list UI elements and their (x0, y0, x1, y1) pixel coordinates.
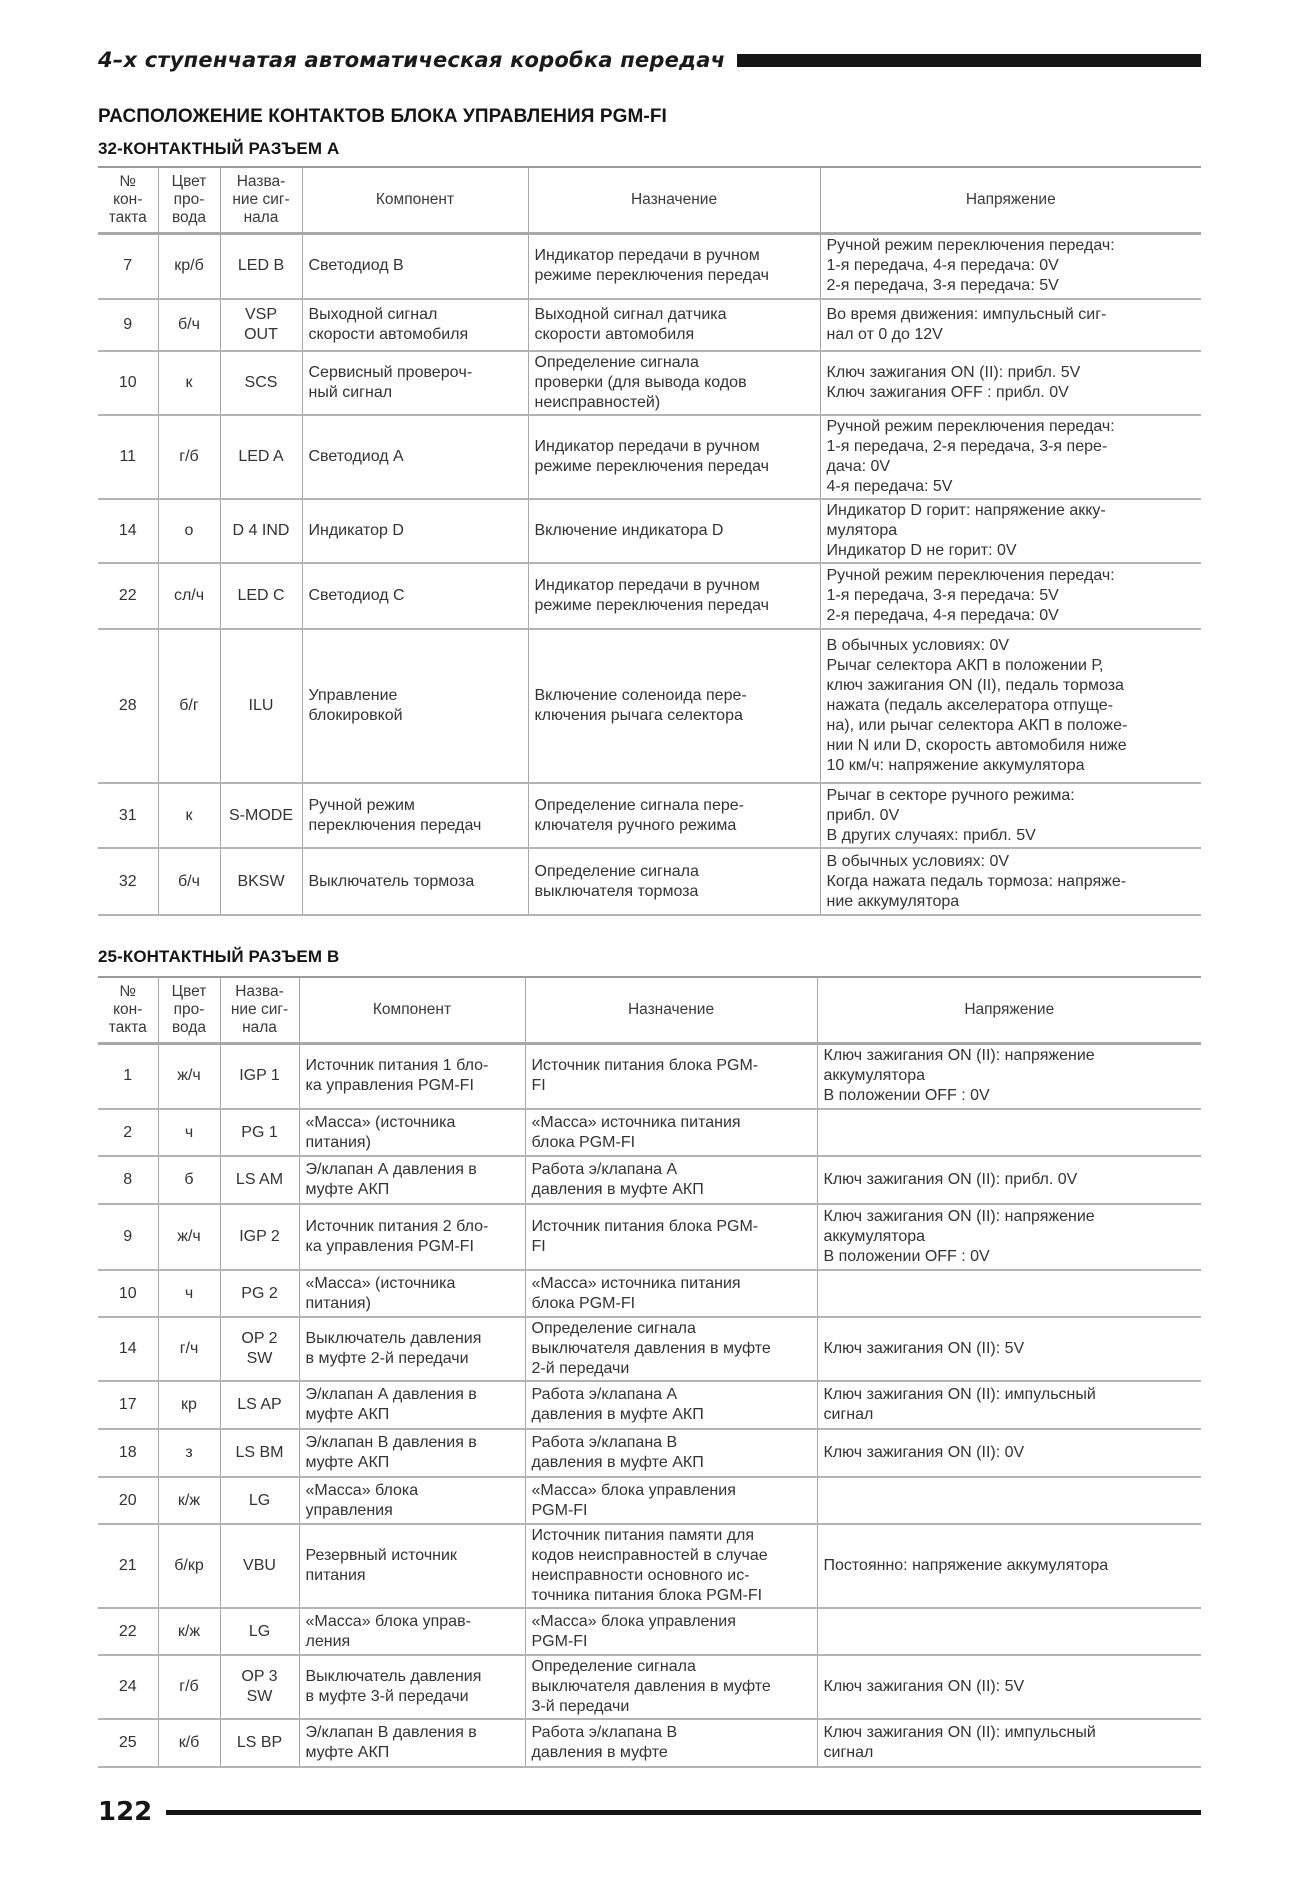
component-cell: Э/клапан В давления в муфте АКП (299, 1429, 525, 1477)
signal-name-cell: LED B (220, 233, 302, 299)
purpose-cell: «Масса» источника питания блока PGM-FI (525, 1109, 817, 1156)
component-cell: Светодиод В (302, 233, 528, 299)
wire-color-cell: б/ч (158, 299, 220, 351)
wire-color-cell: ж/ч (158, 1204, 220, 1270)
voltage-cell: Ключ зажигания ON (II): 0V (817, 1429, 1201, 1477)
table-header-row (98, 167, 1201, 233)
voltage-cell: Ручной режим переключения передач: 1-я передача, 3-я передача: 5V 2-я передача, 4-я передача: 0V (820, 563, 1201, 629)
component-cell: «Масса» блока управления (299, 1477, 525, 1524)
component-cell: «Масса» (источника питания) (299, 1270, 525, 1317)
wire-color-cell: к/ж (158, 1477, 220, 1524)
pin-number-cell: 25 (98, 1719, 158, 1767)
purpose-cell: Определение сигнала выключателя давления в муфте 2-й передачи (525, 1317, 817, 1381)
purpose-cell: Работа э/клапана А давления в муфте АКП (525, 1381, 817, 1429)
pin-number-cell: 32 (98, 848, 158, 915)
pin-number-cell: 11 (98, 415, 158, 499)
wire-color-cell: г/ч (158, 1317, 220, 1381)
table-header-row (98, 977, 1201, 1043)
table-row (98, 848, 1201, 915)
signal-name-cell: LS AM (220, 1156, 299, 1204)
purpose-cell: «Масса» источника питания блока PGM-FI (525, 1270, 817, 1317)
pin-number-cell: 18 (98, 1429, 158, 1477)
connector-b-title: 25-КОНТАКТНЫЙ РАЗЪЕМ В (98, 947, 340, 966)
component-cell: «Масса» (источника питания) (299, 1109, 525, 1156)
col-signal-header: Назва- ние сиг- нала (220, 167, 302, 233)
wire-color-cell: о (158, 499, 220, 563)
component-cell: «Масса» блока управ- ления (299, 1608, 525, 1655)
purpose-cell: Индикатор передачи в ручном режиме переключения передач (528, 415, 820, 499)
voltage-cell: Ключ зажигания ON (II): прибл. 0V (817, 1156, 1201, 1204)
connector-a-table (98, 166, 1201, 916)
col-voltage-header: Напряжение (820, 167, 1201, 233)
table-row (98, 563, 1201, 629)
purpose-cell: Индикатор передачи в ручном режиме переключения передач (528, 563, 820, 629)
col-pin-header: № кон- такта (98, 167, 158, 233)
table-row (98, 1043, 1201, 1109)
voltage-cell (817, 1109, 1201, 1156)
voltage-cell: Ручной режим переключения передач: 1-я передача, 2-я передача, 3-я пере- дача: 0V 4-я передача: 5V (820, 415, 1201, 499)
wire-color-cell: б/ч (158, 848, 220, 915)
table-row (98, 233, 1201, 299)
pin-number-cell: 9 (98, 1204, 158, 1270)
wire-color-cell: б (158, 1156, 220, 1204)
table-row (98, 1156, 1201, 1204)
wire-color-cell: к (158, 351, 220, 415)
component-cell: Э/клапан А давления в муфте АКП (299, 1156, 525, 1204)
component-cell: Светодиод А (302, 415, 528, 499)
signal-name-cell: IGP 2 (220, 1204, 299, 1270)
table-row (98, 1608, 1201, 1655)
voltage-cell: Индикатор D горит: напряжение акку- мулятора Индикатор D не горит: 0V (820, 499, 1201, 563)
voltage-cell (817, 1608, 1201, 1655)
pin-number-cell: 20 (98, 1477, 158, 1524)
signal-name-cell: LS BP (220, 1719, 299, 1767)
wire-color-cell: кр (158, 1381, 220, 1429)
pin-number-cell: 31 (98, 783, 158, 848)
wire-color-cell: г/б (158, 415, 220, 499)
table-row (98, 1655, 1201, 1719)
component-cell: Источник питания 1 бло- ка управления PGM-FI (299, 1043, 525, 1109)
wire-color-cell: кр/б (158, 233, 220, 299)
voltage-cell: Постоянно: напряжение аккумулятора (817, 1524, 1201, 1608)
table-row (98, 1429, 1201, 1477)
pin-number-cell: 22 (98, 1608, 158, 1655)
page-number: 122 (98, 1797, 153, 1827)
pin-number-cell: 22 (98, 563, 158, 629)
voltage-cell: Во время движения: импульсный сиг- нал от 0 до 12V (820, 299, 1201, 351)
purpose-cell: Определение сигнала проверки (для вывода кодов неисправностей) (528, 351, 820, 415)
table-row (98, 1204, 1201, 1270)
wire-color-cell: к (158, 783, 220, 848)
signal-name-cell: D 4 IND (220, 499, 302, 563)
signal-name-cell: LED A (220, 415, 302, 499)
wire-color-cell: ж/ч (158, 1043, 220, 1109)
table-row (98, 415, 1201, 499)
purpose-cell: Индикатор передачи в ручном режиме переключения передач (528, 233, 820, 299)
header-title: 4–х ступенчатая автоматическая коробка передач (98, 48, 726, 72)
page-footer (98, 1795, 1201, 1829)
table-row (98, 351, 1201, 415)
component-cell: Выключатель давления в муфте 2-й передачи (299, 1317, 525, 1381)
purpose-cell: Работа э/клапана В давления в муфте (525, 1719, 817, 1767)
component-cell: Сервисный проверoч- ный сигнал (302, 351, 528, 415)
purpose-cell: Работа э/клапана А давления в муфте АКП (525, 1156, 817, 1204)
purpose-cell: Выходной сигнал датчика скорости автомобиля (528, 299, 820, 351)
voltage-cell: Ключ зажигания ON (II): напряжение аккумулятора В положении OFF : 0V (817, 1204, 1201, 1270)
connector-b-table (98, 976, 1201, 1768)
pin-number-cell: 14 (98, 1317, 158, 1381)
voltage-cell: Ручной режим переключения передач: 1-я передача, 4-я передача: 0V 2-я передача, 3-я передача: 5V (820, 233, 1201, 299)
pin-number-cell: 8 (98, 1156, 158, 1204)
purpose-cell: Работа э/клапана В давления в муфте АКП (525, 1429, 817, 1477)
table-row (98, 1477, 1201, 1524)
signal-name-cell: LG (220, 1608, 299, 1655)
col-color-header: Цвет про- вода (158, 977, 220, 1043)
wire-color-cell: б/кр (158, 1524, 220, 1608)
component-cell: Источник питания 2 бло- ка управления PGM-FI (299, 1204, 525, 1270)
col-voltage-header: Напряжение (817, 977, 1201, 1043)
col-pin-header: № кон- такта (98, 977, 158, 1043)
table-row (98, 1109, 1201, 1156)
component-cell: Управление блокировкой (302, 629, 528, 783)
purpose-cell: Источник питания памяти для кодов неисправностей в случае неисправности основного ис- точника питания блока PGM-FI (525, 1524, 817, 1608)
wire-color-cell: к/б (158, 1719, 220, 1767)
signal-name-cell: VSP OUT (220, 299, 302, 351)
pin-number-cell: 10 (98, 351, 158, 415)
col-purpose-header: Назначение (525, 977, 817, 1043)
table-row (98, 1719, 1201, 1767)
wire-color-cell: з (158, 1429, 220, 1477)
purpose-cell: Источник питания блока PGM- FI (525, 1204, 817, 1270)
signal-name-cell: LG (220, 1477, 299, 1524)
signal-name-cell: PG 2 (220, 1270, 299, 1317)
signal-name-cell: OP 2 SW (220, 1317, 299, 1381)
component-cell: Э/клапан В давления в муфте АКП (299, 1719, 525, 1767)
signal-name-cell: IGP 1 (220, 1043, 299, 1109)
section-title: РАСПОЛОЖЕНИЕ КОНТАКТОВ БЛОКА УПРАВЛЕНИЯ PGM-FI (98, 106, 667, 127)
pin-number-cell: 24 (98, 1655, 158, 1719)
footer-rule (166, 1810, 1201, 1815)
wire-color-cell: г/б (158, 1655, 220, 1719)
header-bar (737, 54, 1201, 67)
voltage-cell: Ключ зажигания ON (II): 5V (817, 1317, 1201, 1381)
voltage-cell: Ключ зажигания ON (II): 5V (817, 1655, 1201, 1719)
purpose-cell: «Масса» блока управления PGM-FI (525, 1477, 817, 1524)
signal-name-cell: VBU (220, 1524, 299, 1608)
component-cell: Э/клапан А давления в муфте АКП (299, 1381, 525, 1429)
wire-color-cell: ч (158, 1270, 220, 1317)
voltage-cell: Ключ зажигания ON (II): импульсный сигнал (817, 1719, 1201, 1767)
table-row (98, 299, 1201, 351)
purpose-cell: Включение соленоида пере- ключения рычага селектора (528, 629, 820, 783)
signal-name-cell: SCS (220, 351, 302, 415)
component-cell: Выходной сигнал скорости автомобиля (302, 299, 528, 351)
signal-name-cell: OP 3 SW (220, 1655, 299, 1719)
voltage-cell: Ключ зажигания ON (II): напряжение аккумулятора В положении OFF : 0V (817, 1043, 1201, 1109)
col-signal-header: Назва- ние сиг- нала (220, 977, 299, 1043)
pin-number-cell: 21 (98, 1524, 158, 1608)
table-row (98, 1317, 1201, 1381)
component-cell: Выключатель тормоза (302, 848, 528, 915)
signal-name-cell: LS AP (220, 1381, 299, 1429)
signal-name-cell: S-MODE (220, 783, 302, 848)
signal-name-cell: LS BM (220, 1429, 299, 1477)
wire-color-cell: ч (158, 1109, 220, 1156)
pin-number-cell: 1 (98, 1043, 158, 1109)
page-header (98, 45, 1201, 75)
col-purpose-header: Назначение (528, 167, 820, 233)
signal-name-cell: LED C (220, 563, 302, 629)
signal-name-cell: PG 1 (220, 1109, 299, 1156)
purpose-cell: Определение сигнала выключателя тормоза (528, 848, 820, 915)
component-cell: Индикатор D (302, 499, 528, 563)
component-cell: Выключатель давления в муфте 3-й передачи (299, 1655, 525, 1719)
pin-number-cell: 28 (98, 629, 158, 783)
table-row (98, 1270, 1201, 1317)
voltage-cell: В обычных условиях: 0V Рычаг селектора АКП в положении Р, ключ зажигания ON (II), педаль тормоза нажата (педаль акселератора отпуще- на), или рычаг селектора АКП в положе- нии N или D, скорость автомобиля ниже 10 км/ч: напряжение аккумулятора (820, 629, 1201, 783)
pin-number-cell: 2 (98, 1109, 158, 1156)
purpose-cell: Определение сигнала пере- ключателя ручного режима (528, 783, 820, 848)
pin-number-cell: 7 (98, 233, 158, 299)
col-component-header: Компонент (302, 167, 528, 233)
component-cell: Резервный источник питания (299, 1524, 525, 1608)
connector-a-title: 32-КОНТАКТНЫЙ РАЗЪЕМ А (98, 139, 340, 158)
table-row (98, 1381, 1201, 1429)
voltage-cell (817, 1270, 1201, 1317)
pin-number-cell: 17 (98, 1381, 158, 1429)
purpose-cell: Источник питания блока PGM- FI (525, 1043, 817, 1109)
purpose-cell: Включение индикатора D (528, 499, 820, 563)
pin-number-cell: 10 (98, 1270, 158, 1317)
table-row (98, 783, 1201, 848)
voltage-cell: Ключ зажигания ON (II): прибл. 5V Ключ зажигания OFF : прибл. 0V (820, 351, 1201, 415)
col-color-header: Цвет про- вода (158, 167, 220, 233)
wire-color-cell: сл/ч (158, 563, 220, 629)
purpose-cell: «Масса» блока управления PGM-FI (525, 1608, 817, 1655)
pin-number-cell: 14 (98, 499, 158, 563)
voltage-cell: Ключ зажигания ON (II): импульсный сигнал (817, 1381, 1201, 1429)
table-row (98, 1524, 1201, 1608)
wire-color-cell: б/г (158, 629, 220, 783)
table-row (98, 629, 1201, 783)
voltage-cell (817, 1477, 1201, 1524)
signal-name-cell: BKSW (220, 848, 302, 915)
col-component-header: Компонент (299, 977, 525, 1043)
signal-name-cell: ILU (220, 629, 302, 783)
voltage-cell: В обычных условиях: 0V Когда нажата педаль тормоза: напряже- ние аккумулятора (820, 848, 1201, 915)
component-cell: Светодиод С (302, 563, 528, 629)
wire-color-cell: к/ж (158, 1608, 220, 1655)
pin-number-cell: 9 (98, 299, 158, 351)
table-row (98, 499, 1201, 563)
purpose-cell: Определение сигнала выключателя давления в муфте 3-й передачи (525, 1655, 817, 1719)
voltage-cell: Рычаг в секторе ручного режима: прибл. 0V В других случаях: прибл. 5V (820, 783, 1201, 848)
component-cell: Ручной режим переключения передач (302, 783, 528, 848)
